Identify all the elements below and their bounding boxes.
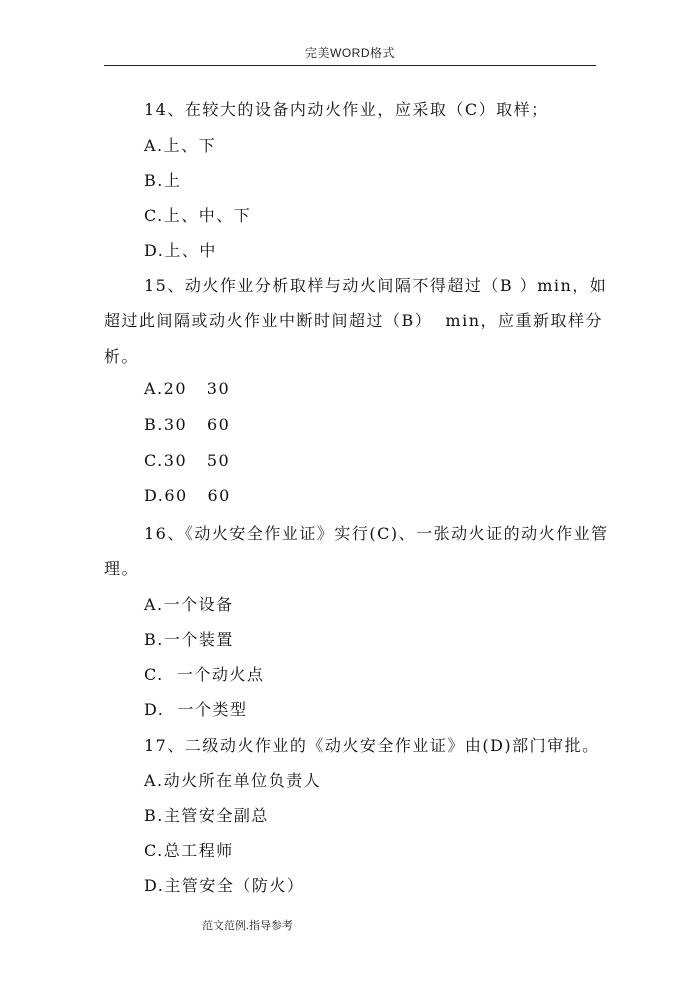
question-14-option-b: B.上 (144, 171, 182, 190)
question-14-option-a: A.上、下 (144, 136, 217, 155)
page-header: 完美WORD格式 (305, 46, 395, 60)
question-16-option-a: A.一个设备 (144, 595, 234, 614)
question-15-option-c: C.30 50 (144, 451, 231, 470)
question-15-option-b: B.30 60 (144, 415, 231, 434)
header-divider (104, 65, 596, 66)
question-16-option-d: D. 一个类型 (144, 700, 248, 719)
question-17-option-d: D.主管安全（防火） (144, 876, 305, 895)
question-15-text-line1: 15、动火作业分析取样与动火间隔不得超过（B ）min，如 (144, 276, 608, 295)
question-17-option-b: B.主管安全副总 (144, 806, 269, 825)
question-16-option-b: B.一个装置 (144, 630, 234, 649)
question-14-text: 14、在较大的设备内动火作业，应采取（C）取样； (144, 100, 549, 119)
question-17-option-a: A.动火所在单位负责人 (144, 771, 322, 790)
question-15-option-a: A.20 30 (144, 379, 231, 398)
question-16-text-line2: 理。 (104, 559, 140, 578)
question-14-option-d: D.上、中 (144, 241, 217, 260)
question-14-option-c: C.上、中、下 (144, 206, 252, 225)
question-15-text-line3: 析。 (104, 347, 140, 366)
question-17-text: 17、二级动火作业的《动火安全作业证》由(D)部门审批。 (144, 736, 600, 755)
question-15-option-d: D.60 60 (144, 486, 231, 505)
question-15-text-line2: 超过此间隔或动火作业中断时间超过（B） min，应重新取样分 (104, 311, 604, 330)
question-16-text-line1: 16、《动火安全作业证》实行(C)、一张动火证的动火作业管 (144, 524, 609, 543)
page-footer: 范文范例.指导参考 (202, 920, 294, 932)
question-17-option-c: C.总工程师 (144, 841, 234, 860)
question-16-option-c: C. 一个动火点 (144, 665, 265, 684)
